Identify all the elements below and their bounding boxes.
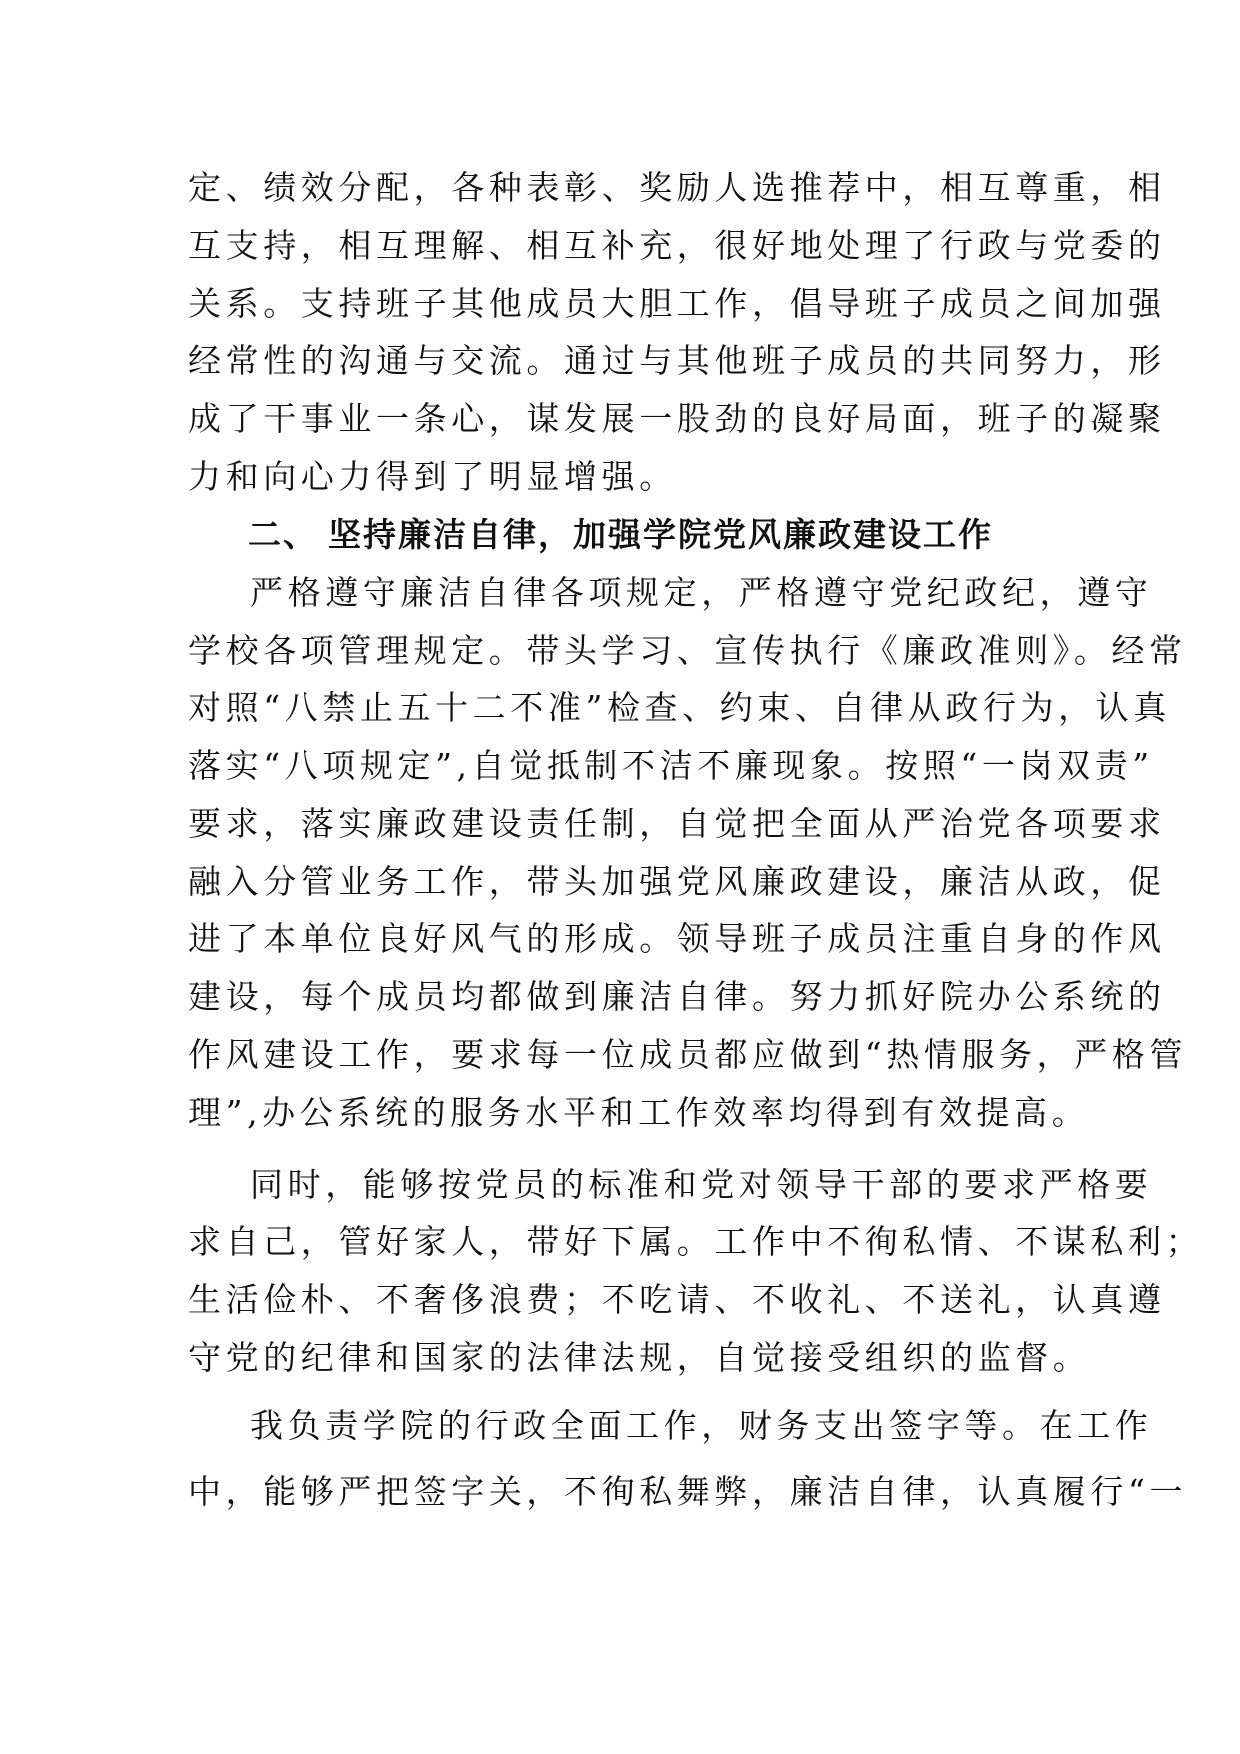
- paragraph-line: 关系。支持班子其他成员大胆工作，倡导班子成员之间加强: [188, 284, 1166, 323]
- section-number: 二、: [248, 515, 318, 554]
- paragraph-line: 对照“八禁止五十二不准”检查、约束、自律从政行为，认真: [188, 688, 1171, 727]
- paragraph-line: 定、绩效分配，各种表彰、奖励人选推荐中，相互尊重，相: [188, 168, 1166, 207]
- paragraph-line: 理”,办公系统的服务水平和工作效率均得到有效提高。: [188, 1093, 1090, 1132]
- paragraph-line: 建设，每个成员均都做到廉洁自律。努力抓好院办公系统的: [188, 977, 1166, 1016]
- paragraph-line: 生活俭朴、不奢侈浪费；不吃请、不收礼、不送礼，认真遵: [188, 1280, 1166, 1319]
- paragraph-line: 作风建设工作，要求每一位成员都应做到“热情服务，严格管: [188, 1035, 1188, 1074]
- section-heading: [248, 515, 1054, 555]
- paragraph-line: 守党的纪律和国家的法律法规，自觉接受组织的监督。: [188, 1338, 1091, 1377]
- paragraph-line: 经常性的沟通与交流。通过与其他班子成员的共同努力，形: [188, 341, 1166, 380]
- paragraph-line: 落实“八项规定”,自觉抵制不洁不廉现象。按照“一岗双责”: [188, 746, 1154, 785]
- paragraph-line: 互支持，相互理解、相互补充，很好地处理了行政与党委的: [188, 226, 1166, 265]
- paragraph-line: 进了本单位良好风气的形成。领导班子成员注重自身的作风: [188, 919, 1166, 958]
- paragraph-line: 严格遵守廉洁自律各项规定，严格遵守党纪政纪，遵守: [250, 573, 1153, 612]
- paragraph-line: 求自己，管好家人，带好下属。工作中不徇私情、不谋私利；: [188, 1222, 1204, 1261]
- paragraph-line: 我负责学院的行政全面工作，财务支出签字等。在工作: [250, 1406, 1153, 1445]
- paragraph-line: 中，能够严把签字关，不徇私舞弊，廉洁自律，认真履行“一: [188, 1472, 1188, 1511]
- section-title: 坚持廉洁自律，加强学院党风廉政建设工作: [328, 515, 993, 554]
- paragraph-line: 要求，落实廉政建设责任制，自觉把全面从严治党各项要求: [188, 804, 1166, 843]
- paragraph-line: 同时，能够按党员的标准和党对领导干部的要求严格要: [250, 1165, 1153, 1204]
- paragraph-line: 融入分管业务工作，带头加强党风廉政建设，廉洁从政，促: [188, 862, 1166, 901]
- paragraph-line: 成了干事业一条心，谋发展一股劲的良好局面，班子的凝聚: [188, 399, 1166, 438]
- paragraph-line: 力和向心力得到了明显增强。: [188, 457, 677, 496]
- paragraph-line: 学校各项管理规定。带头学习、宣传执行《廉政准则》。经常: [188, 631, 1187, 670]
